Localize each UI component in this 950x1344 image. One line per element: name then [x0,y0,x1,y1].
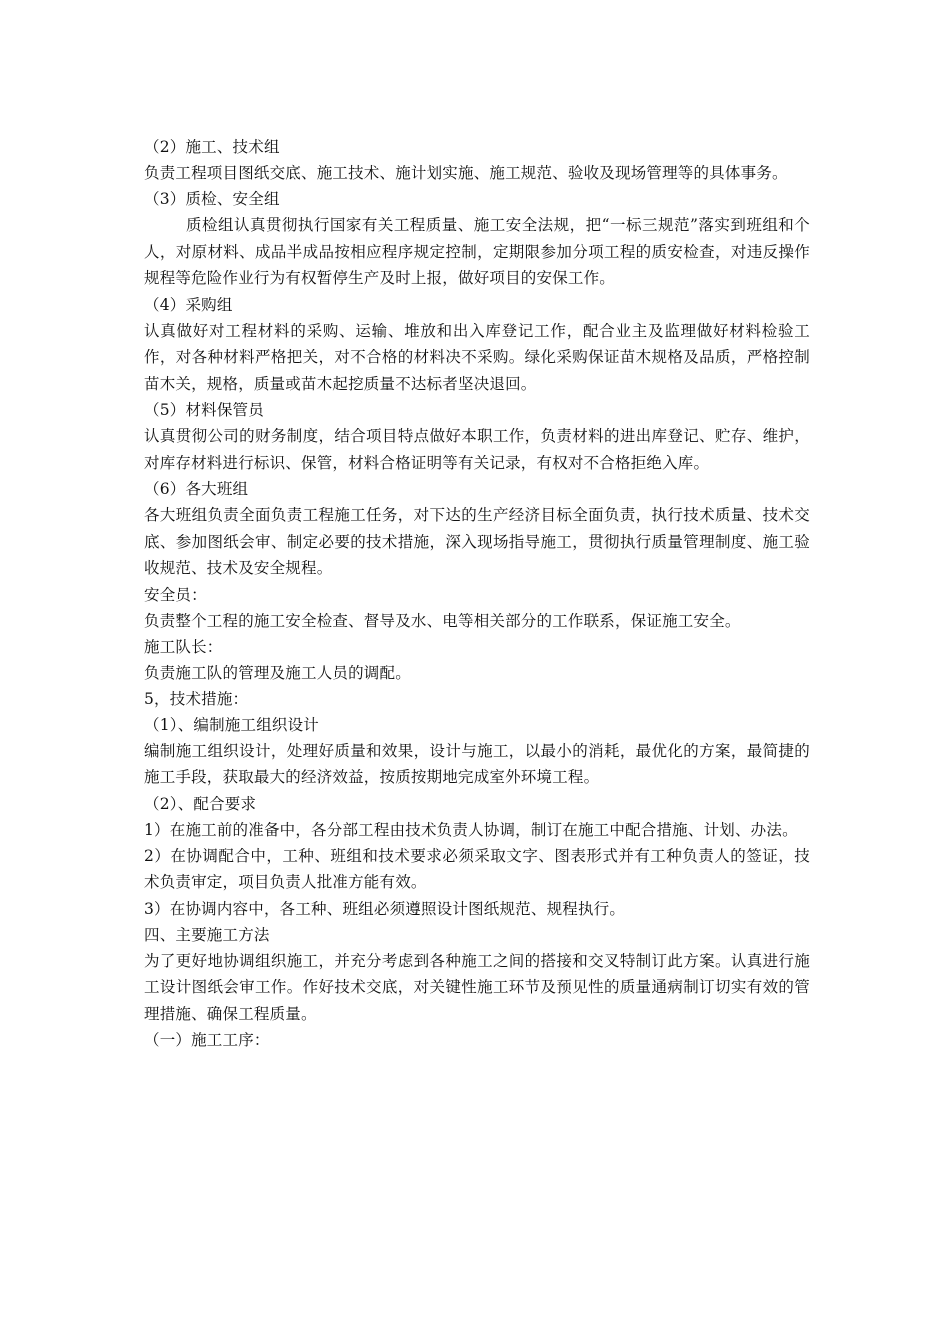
paragraph-main-construction-methods: 为了更好地协调组织施工，并充分考虑到各种施工之间的搭接和交叉特制订此方案。认真进行施工设计图纸会审工作。作好技术交底，对关键性施工环节及预见性的质量通病制订切实有效的管理措施、确保工程质量。 [144,951,810,1023]
heading-quality-safety-group: （3）质检、安全组 [144,190,280,208]
heading-material-keeper: （5）材料保管员 [144,401,264,419]
list-item-coordination-2: 2）在协调配合中，工种、班组和技术要求必须采取文字、图表形式并有工种负责人的签证，技术负责审定，项目负责人批准方能有效。 [144,846,810,891]
heading-construction-tech-group: （2）施工、技术组 [144,138,280,156]
list-item-coordination-3: 3）在协调内容中，各工种、班组必须遵照设计图纸规范、规程执行。 [144,899,626,918]
paragraph-construction-tech-group: 负责工程项目图纸交底、施工技术、施计划实施、施工规范、验收及现场管理等的具体事务。 [144,164,788,182]
heading-technical-measures: 5，技术措施： [144,689,249,708]
paragraph-safety-officer: 负责整个工程的施工安全检查、督导及水、电等相关部分的工作联系，保证施工安全。 [144,611,741,630]
heading-work-teams: （6）各大班组 [144,480,249,498]
list-item-coordination-1: 1）在施工前的准备中，各分部工程由技术负责人协调，制订在施工中配合措施、计划、办法。 [144,820,798,839]
heading-coordination-requirements: （2）、配合要求 [144,794,257,813]
paragraph-quality-safety-group: 质检组认真贯彻执行国家有关工程质量、施工安全法规，把“一标三规范”落实到班组和个人，对原材料、成品半成品按相应程序规定控制，定期限参加分项工程的质安检查，对违反操作规程等危险作业行为有权暂停生产及时上报，做好项目的安保工作。 [144,216,810,287]
paragraph-work-teams: 各大班组负责全面负责工程施工任务，对下达的生产经济目标全面负责，执行技术质量、技术交底、参加图纸会审、制定必要的技术措施，深入现场指导施工，贯彻执行质量管理制度、施工验收规范、技术及安全规程。 [144,506,810,577]
heading-team-leader: 施工队长： [144,637,223,656]
heading-main-construction-methods: 四、主要施工方法 [144,925,270,944]
paragraph-purchasing-group: 认真做好对工程材料的采购、运输、堆放和出入库登记工作，配合业主及监理做好材料检验工作，对各种材料严格把关，对不合格的材料决不采购。绿化采购保证苗木规格及品质，严格控制苗木关，规格，质量或苗木起挖质量不达标者坚决退回。 [144,321,810,393]
heading-safety-officer: 安全员： [144,585,207,604]
heading-purchasing-group: （4）采购组 [144,295,233,314]
document-body [144,134,810,1053]
paragraph-team-leader: 负责施工队的管理及施工人员的调配。 [144,663,411,682]
heading-construction-plan: （1）、编制施工组织设计 [144,715,320,734]
paragraph-construction-plan: 编制施工组织设计，处理好质量和效果，设计与施工，以最小的消耗，最优化的方案，最简捷的施工手段，获取最大的经济效益，按质按期地完成室外环境工程。 [144,741,810,786]
heading-construction-procedure: （一）施工工序： [144,1031,270,1049]
paragraph-material-keeper: 认真贯彻公司的财务制度，结合项目特点做好本职工作，负责材料的进出库登记、贮存、维护，对库存材料进行标识、保管，材料合格证明等有关记录，有权对不合格拒绝入库。 [144,427,810,472]
